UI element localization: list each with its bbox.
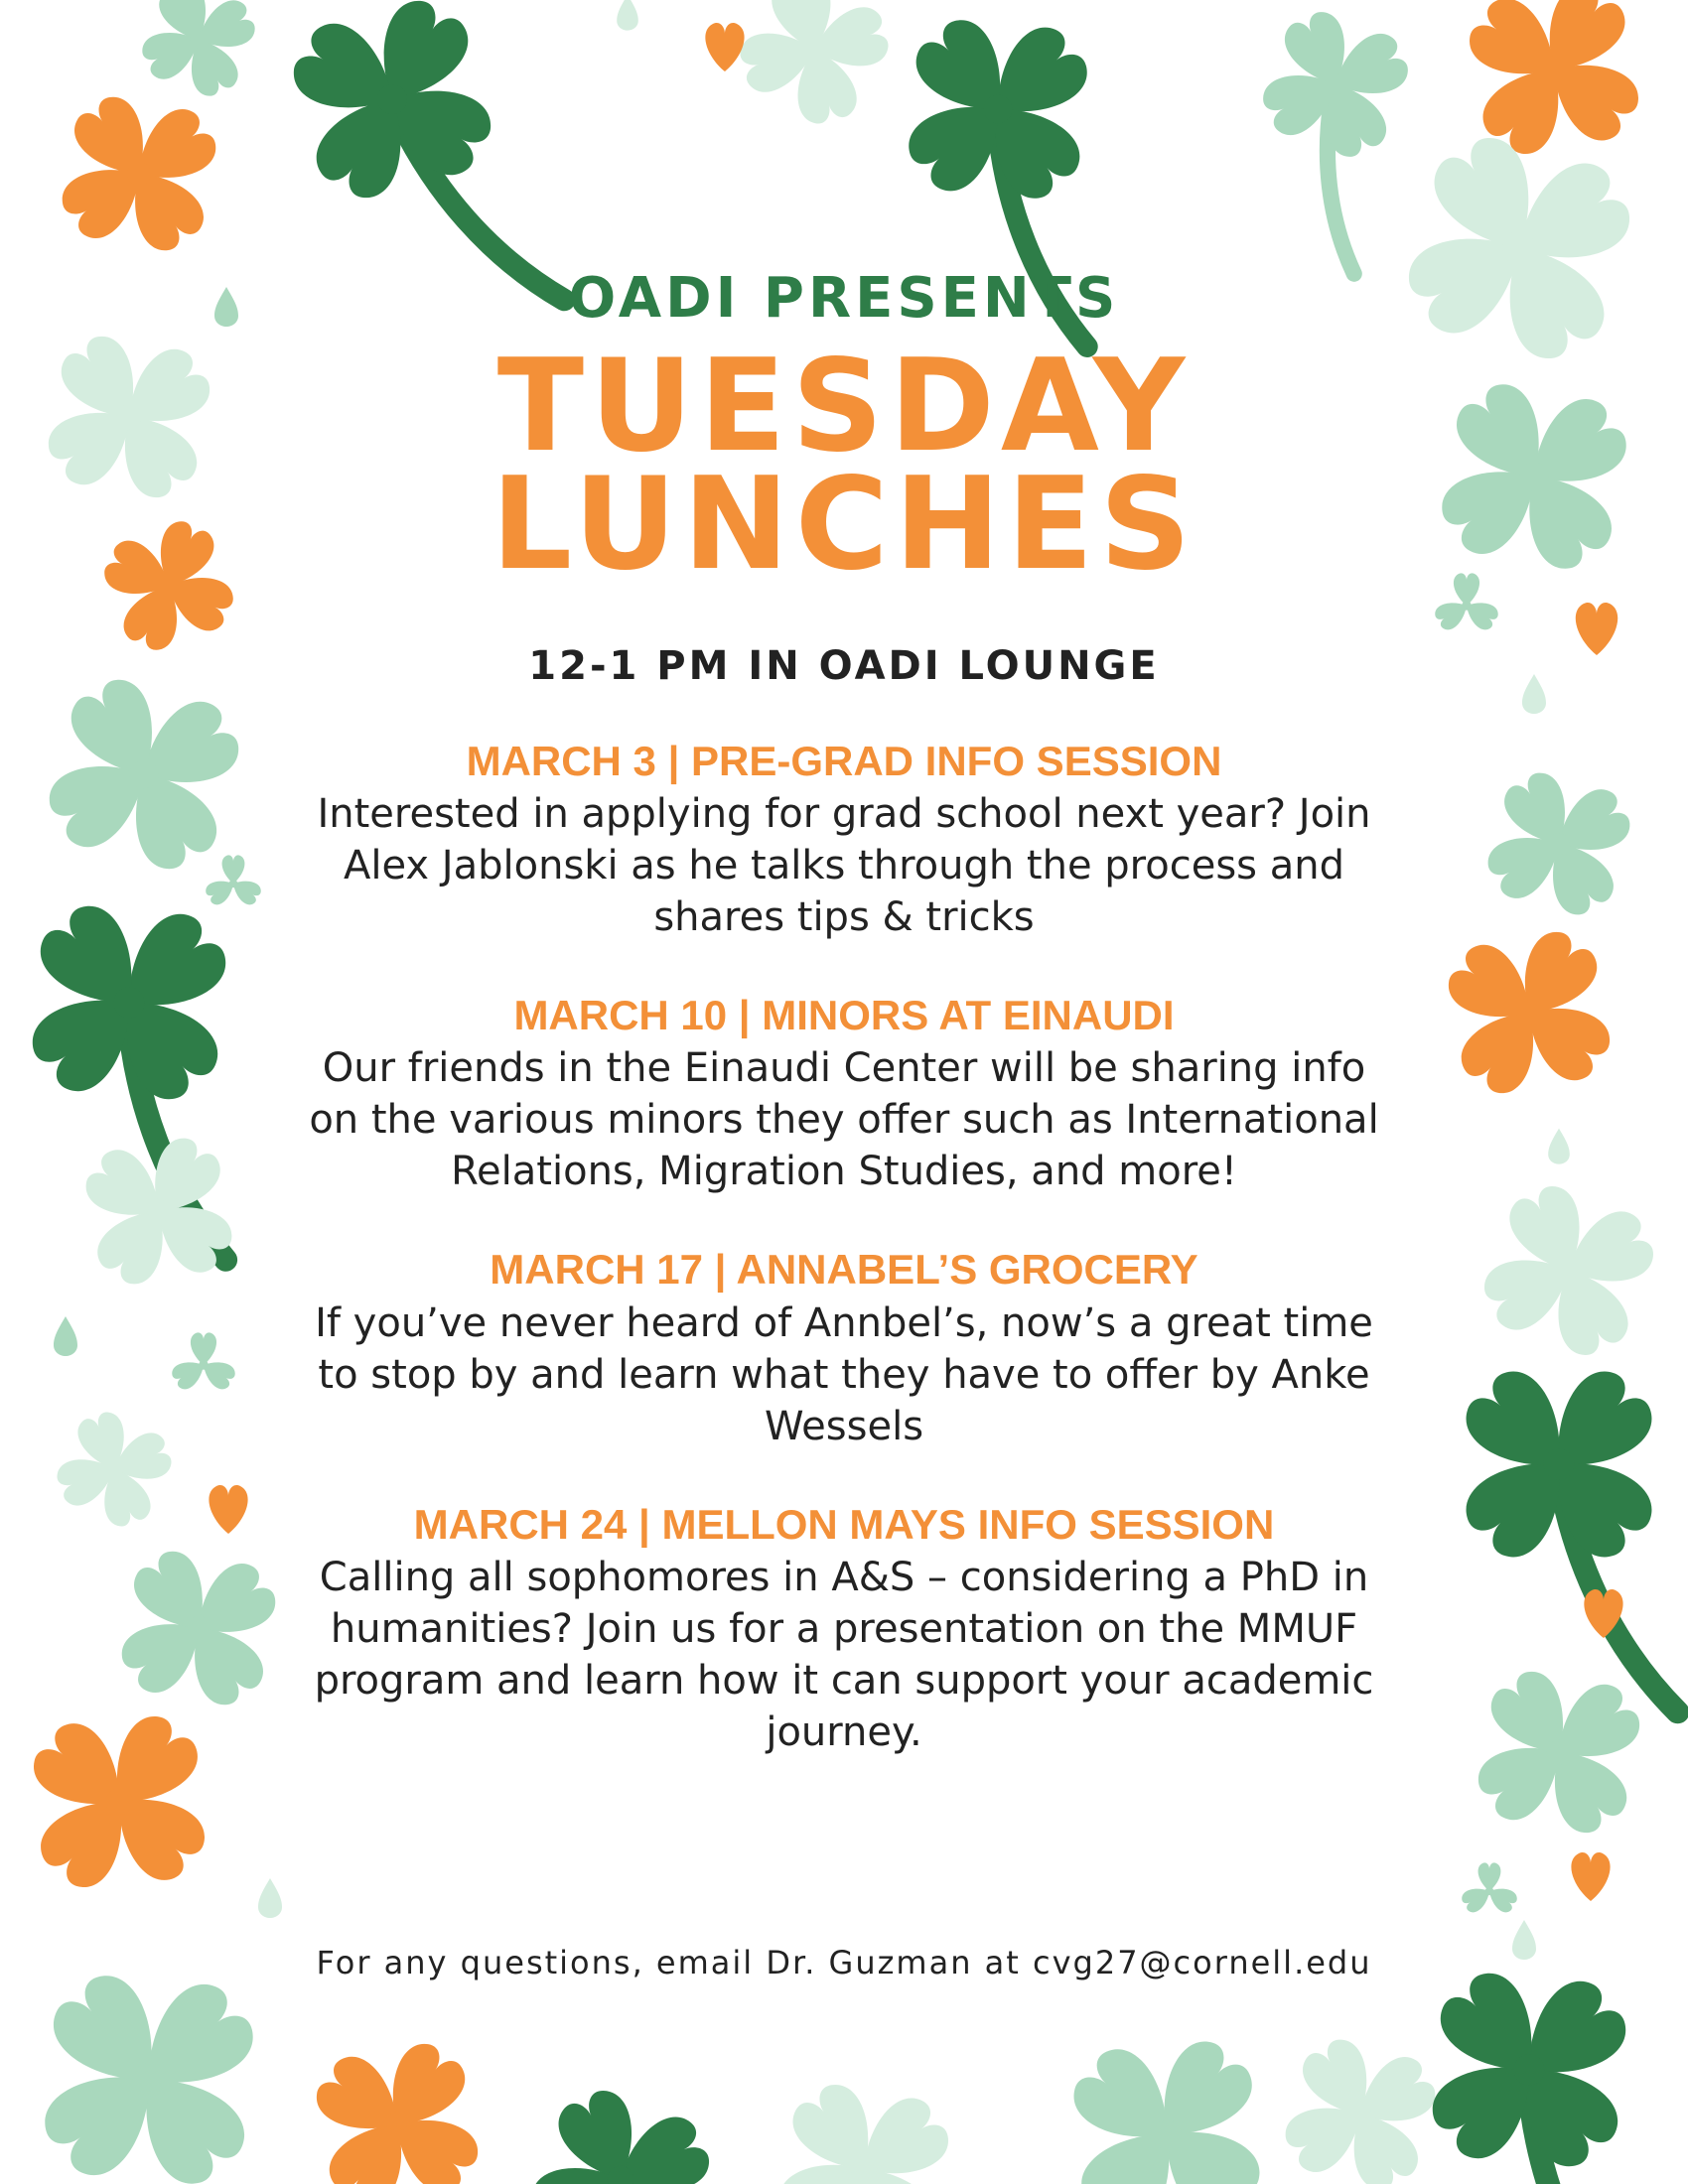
- event-description: Interested in applying for grad school next year? Join Alex Jablonski as he talks through the process and shares tips & tricks: [317, 791, 1371, 941]
- event-header: MARCH 3 | PRE-GRAD INFO SESSION: [466, 737, 1222, 784]
- small-heart-icon: [705, 23, 744, 71]
- event-item: [288, 991, 1400, 1197]
- shamrock-icon: [204, 855, 264, 907]
- shamrock-icon: [46, 80, 231, 266]
- shamrock-icon: [19, 1702, 218, 1901]
- title-line-1: TUESDAY: [496, 332, 1192, 480]
- shamrock-icon: [762, 2067, 966, 2184]
- shamrock-icon: [1209, 0, 1438, 274]
- shamrock-icon: [1460, 1862, 1520, 1915]
- leaf-drop-icon: [1522, 674, 1546, 714]
- shamrock-icon: [716, 0, 914, 148]
- event-header: MARCH 17 | ANNABEL’S GROCERY: [490, 1246, 1198, 1294]
- small-heart-icon: [209, 1485, 247, 1534]
- event-description: If you’ve never heard of Annbel’s, now’s a great time to stop by and learn what they have to offer by Anke Wessels: [315, 1299, 1373, 1449]
- shamrock-icon: [1423, 365, 1646, 589]
- event-item: [288, 1500, 1400, 1758]
- presents-heading: OADI PRESENTS: [568, 266, 1120, 331]
- time-location: 12-1 PM IN OADI LOUNGE: [528, 642, 1160, 689]
- event-description: Calling all sophomores in A&S – considering a PhD in humanities? Join us for a presentation on the MMUF program and learn how it can support your academic journey.: [314, 1555, 1374, 1756]
- event-item: [288, 1245, 1400, 1451]
- event-item: [288, 737, 1400, 943]
- shamrock-icon: [40, 1395, 189, 1544]
- leaf-drop-icon: [1548, 1129, 1570, 1164]
- leaf-drop-icon: [54, 1316, 77, 1356]
- contact-footer: For any questions, email Dr. Guzman at cvg27@cornell.edu: [316, 1944, 1372, 1981]
- shamrock-icon: [27, 1958, 270, 2184]
- shamrock-icon: [86, 503, 251, 668]
- small-heart-icon: [1576, 603, 1618, 655]
- shamrock-icon: [1404, 1957, 1657, 2184]
- shamrock-icon: [300, 2027, 495, 2184]
- shamrock-icon: [1455, 1360, 1678, 1712]
- title-line-2: LUNCHES: [491, 450, 1197, 599]
- event-header: MARCH 10 | MINORS AT EINAUDI: [513, 992, 1175, 1039]
- shamrock-icon: [1058, 2026, 1276, 2184]
- shamrock-icon: [32, 320, 227, 515]
- leaf-drop-icon: [258, 1878, 282, 1918]
- shamrock-icon: [1267, 2021, 1454, 2184]
- shamrock-icon: [105, 1535, 291, 1720]
- shamrock-icon: [1462, 1655, 1657, 1850]
- shamrock-icon: [507, 2066, 734, 2184]
- leaf-drop-icon: [617, 0, 638, 31]
- leaf-drop-icon: [214, 287, 238, 327]
- small-heart-icon: [1571, 1852, 1610, 1901]
- flyer-content: [288, 268, 1400, 1758]
- event-series-title: [288, 332, 1400, 599]
- shamrock-icon: [126, 0, 270, 112]
- shamrock-icon: [169, 1332, 238, 1392]
- shamrock-icon: [1432, 915, 1627, 1111]
- shamrock-icon: [1432, 573, 1501, 632]
- event-header: MARCH 24 | MELLON MAYS INFO SESSION: [413, 1500, 1275, 1548]
- shamrock-icon: [1471, 755, 1647, 932]
- event-description: Our friends in the Einaudi Center will be sharing info on the various minors they offer such as International Relations, Migration Studies, and more!: [309, 1045, 1379, 1195]
- shamrock-icon: [1461, 1162, 1677, 1379]
